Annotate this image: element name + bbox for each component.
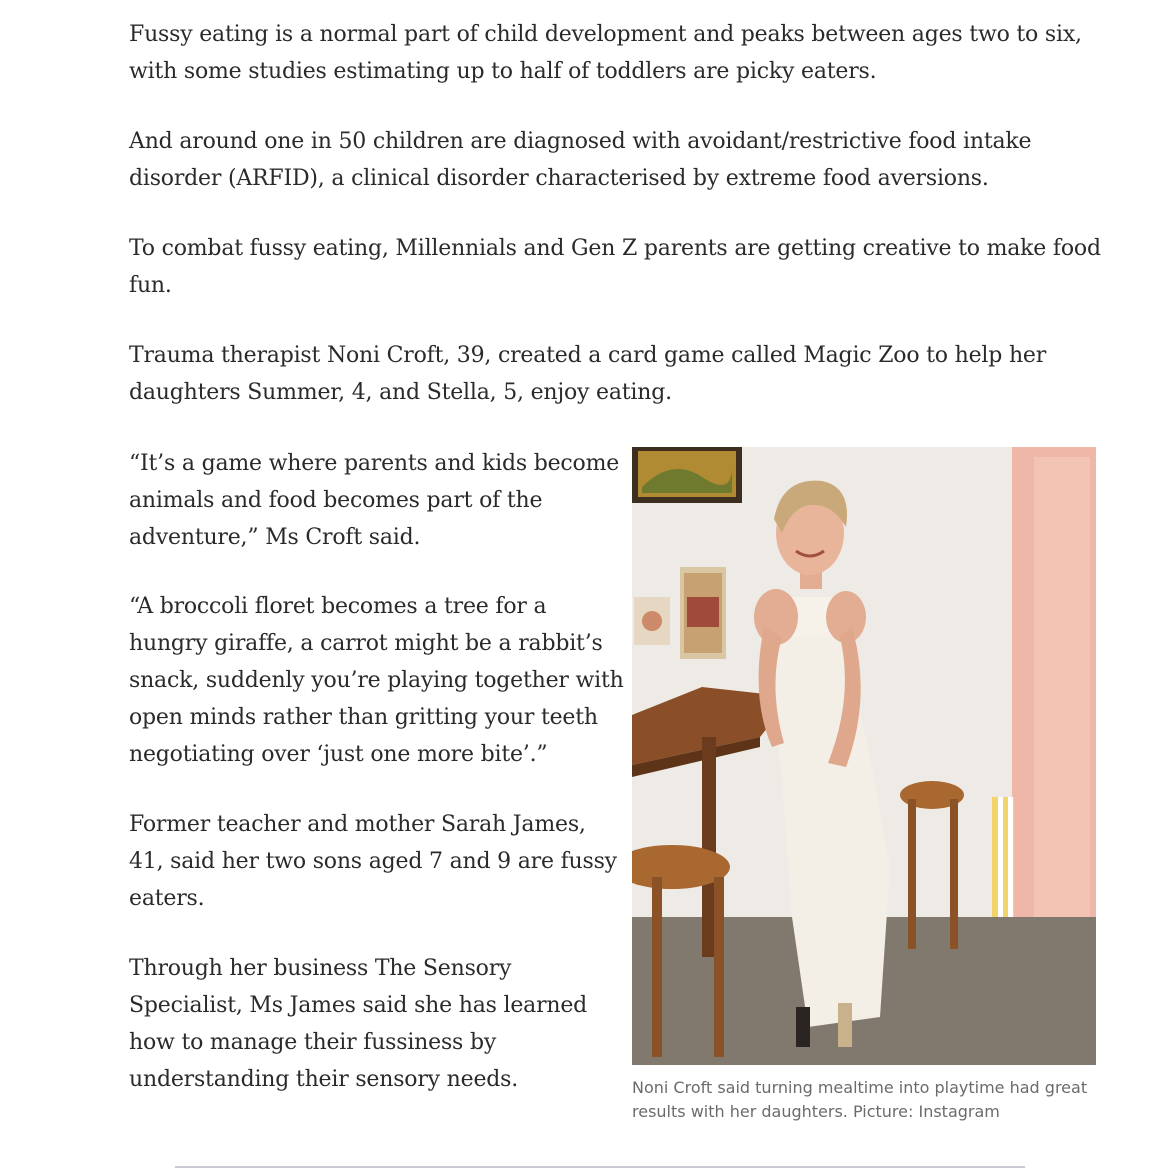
bottom-divider bbox=[175, 1166, 1025, 1168]
photo-illustration bbox=[632, 447, 1096, 1065]
article-paragraph: To combat fussy eating, Millennials and Gen Z parents are getting creative to make food fun. bbox=[129, 236, 1101, 298]
article-paragraph: Through her business The Sensory Specialist, Ms James said she has learned how to manage their fussiness by understanding their sensory needs. bbox=[129, 956, 588, 1092]
article-paragraph: Fussy eating is a normal part of child development and peaks between ages two to six, with some studies estimating up to half of toddlers are picky eaters. bbox=[129, 22, 1082, 84]
article-quote-paragraph: “It’s a game where parents and kids become animals and food becomes part of the adventure,” Ms Croft said. bbox=[129, 451, 620, 550]
article-paragraph: Trauma therapist Noni Croft, 39, created a card game called Magic Zoo to help her daughters Summer, 4, and Stella, 5, enjoy eating. bbox=[129, 343, 1047, 405]
photo-caption: Noni Croft said turning mealtime into playtime had great results with her daughters. Picture: Instagram bbox=[632, 1078, 1088, 1121]
article-quote-paragraph: “A broccoli floret becomes a tree for a hungry giraffe, a carrot might be a rabbit’s snack, suddenly you’re playing together with open minds rather than gritting your teeth negotiating over ‘just one more bite’.” bbox=[129, 594, 624, 767]
article-paragraph: And around one in 50 children are diagnosed with avoidant/restrictive food intake disorder (ARFID), a clinical disorder characterised by extreme food aversions. bbox=[129, 129, 1032, 191]
article-paragraph: Former teacher and mother Sarah James, 41, said her two sons aged 7 and 9 are fussy eaters. bbox=[129, 812, 617, 911]
article-photo[interactable] bbox=[632, 447, 1096, 1065]
